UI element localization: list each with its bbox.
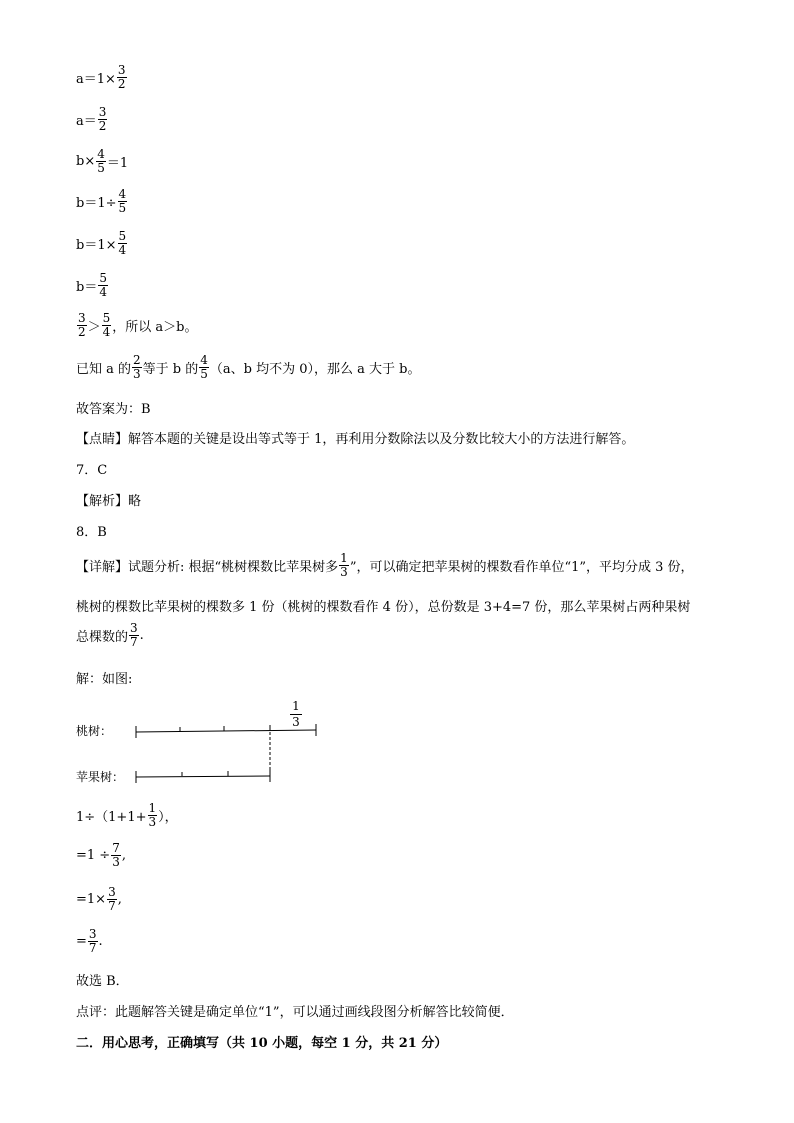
fraction: $\frac{5}{4}$ (118, 229, 127, 257)
eq-line-7 (76, 312, 198, 339)
apple-label: 苹果树： (76, 770, 125, 784)
fraction: $\frac{2}{3}$ (133, 353, 141, 381)
detail-line-2: 桃树的棵数比苹果树的棵数多 1 份（桃树的棵数看作 4 份），总份数是 3+4=7 份，那么苹果树占两种果树 (76, 600, 691, 615)
eq-text: . (98, 934, 103, 949)
calc-line-3 (76, 886, 122, 913)
choose-answer: 故选 B． (76, 974, 129, 989)
eq-text: ＝1 (106, 156, 129, 171)
fraction: $\frac{3}{2}$ (78, 311, 86, 339)
fraction: $\frac{4}{5}$ (200, 353, 208, 381)
eq-text: 等于 b 的 (142, 362, 199, 377)
fraction: $\frac{5}{4}$ (99, 271, 107, 299)
eq-operator: ＞ (87, 320, 101, 335)
eq-text: （a、b 均不为 0），那么 a 大于 b。 (209, 362, 421, 377)
fraction: $\frac{3}{7}$ (108, 885, 116, 913)
eq-text: b＝ (76, 280, 98, 295)
peach-segment (136, 730, 316, 732)
eq-text: b＝1÷ (76, 196, 117, 211)
fraction: $\frac{3}{2}$ (98, 105, 107, 133)
eq-text: = (76, 934, 87, 949)
segment-lines (76, 700, 336, 790)
eq-text: =1× (76, 892, 107, 907)
solution-label: 解：如图: (76, 672, 133, 687)
eq-text: ，所以 a＞b。 (112, 320, 198, 335)
question-7-answer: 7．C (76, 463, 108, 478)
eq-text: , (117, 892, 122, 907)
eq-text: 【详解】试题分析: 根据“桃树棵数比苹果树多 (76, 560, 339, 575)
eq-line-6 (76, 272, 109, 299)
eq-text: a＝ (76, 114, 97, 129)
eq-line-2 (76, 106, 108, 133)
eq-text: 已知 a 的 (76, 362, 132, 377)
line-segment-diagram (76, 700, 336, 790)
fraction: $\frac{4}{5}$ (118, 187, 127, 215)
eq-line-1 (76, 64, 128, 91)
fraction: $\frac{1}{3}$ (340, 551, 348, 579)
eq-text: , (121, 848, 126, 863)
eq-text: a＝1× (76, 72, 116, 87)
fraction: $\frac{3}{7}$ (88, 927, 97, 955)
apple-segment (136, 776, 270, 777)
answer-line: 故答案为：B (76, 402, 151, 417)
calc-line-1 (76, 802, 178, 829)
fraction: $\frac{3}{2}$ (117, 63, 126, 91)
detail-line-1 (76, 552, 694, 579)
question-8-answer: 8．B (76, 525, 107, 540)
fraction: $\frac{1}{3}$ (148, 801, 157, 829)
peach-label: 桃树： (76, 724, 113, 738)
diagram-fraction-num: 1 (292, 699, 300, 713)
fraction: $\frac{7}{3}$ (112, 841, 120, 869)
eq-line-5 (76, 230, 128, 257)
fraction: $\frac{5}{4}$ (102, 311, 111, 339)
diagram-fraction-den: 3 (292, 715, 300, 729)
eq-text: 总棵数的 (76, 630, 129, 645)
eq-text: =1 ÷ (76, 848, 111, 863)
fraction: $\frac{4}{5}$ (97, 147, 105, 175)
eq-text: ）， (158, 810, 178, 825)
eq-text: . (139, 628, 144, 643)
eq-line-3 (76, 148, 128, 175)
section-heading: 二．用心思考，正确填写（共 10 小题，每空 1 分，共 21 分） (76, 1036, 448, 1051)
eq-line-4 (76, 188, 128, 215)
fraction: $\frac{3}{7}$ (130, 621, 138, 649)
calc-line-4 (76, 928, 103, 955)
eq-text: b＝1× (76, 238, 117, 253)
key-point-note: 【点睛】解答本题的关键是设出等式等于 1，再利用分数除法以及分数比较大小的方法进行解答。 (76, 432, 635, 447)
eq-text: b× (76, 154, 96, 169)
eq-text: 1÷（1+1+ (76, 810, 147, 825)
eq-text: ”，可以确定把苹果树的棵数看作单位“1”，平均分成 3 份， (349, 560, 694, 575)
comment-line: 点评：此题解答关键是确定单位“1”，可以通过画线段图分析解答比较简便． (76, 1005, 514, 1020)
question-7-analysis: 【解析】略 (76, 494, 142, 509)
conclusion-line (76, 354, 420, 381)
calc-line-2 (76, 842, 126, 869)
detail-line-3 (76, 622, 144, 649)
